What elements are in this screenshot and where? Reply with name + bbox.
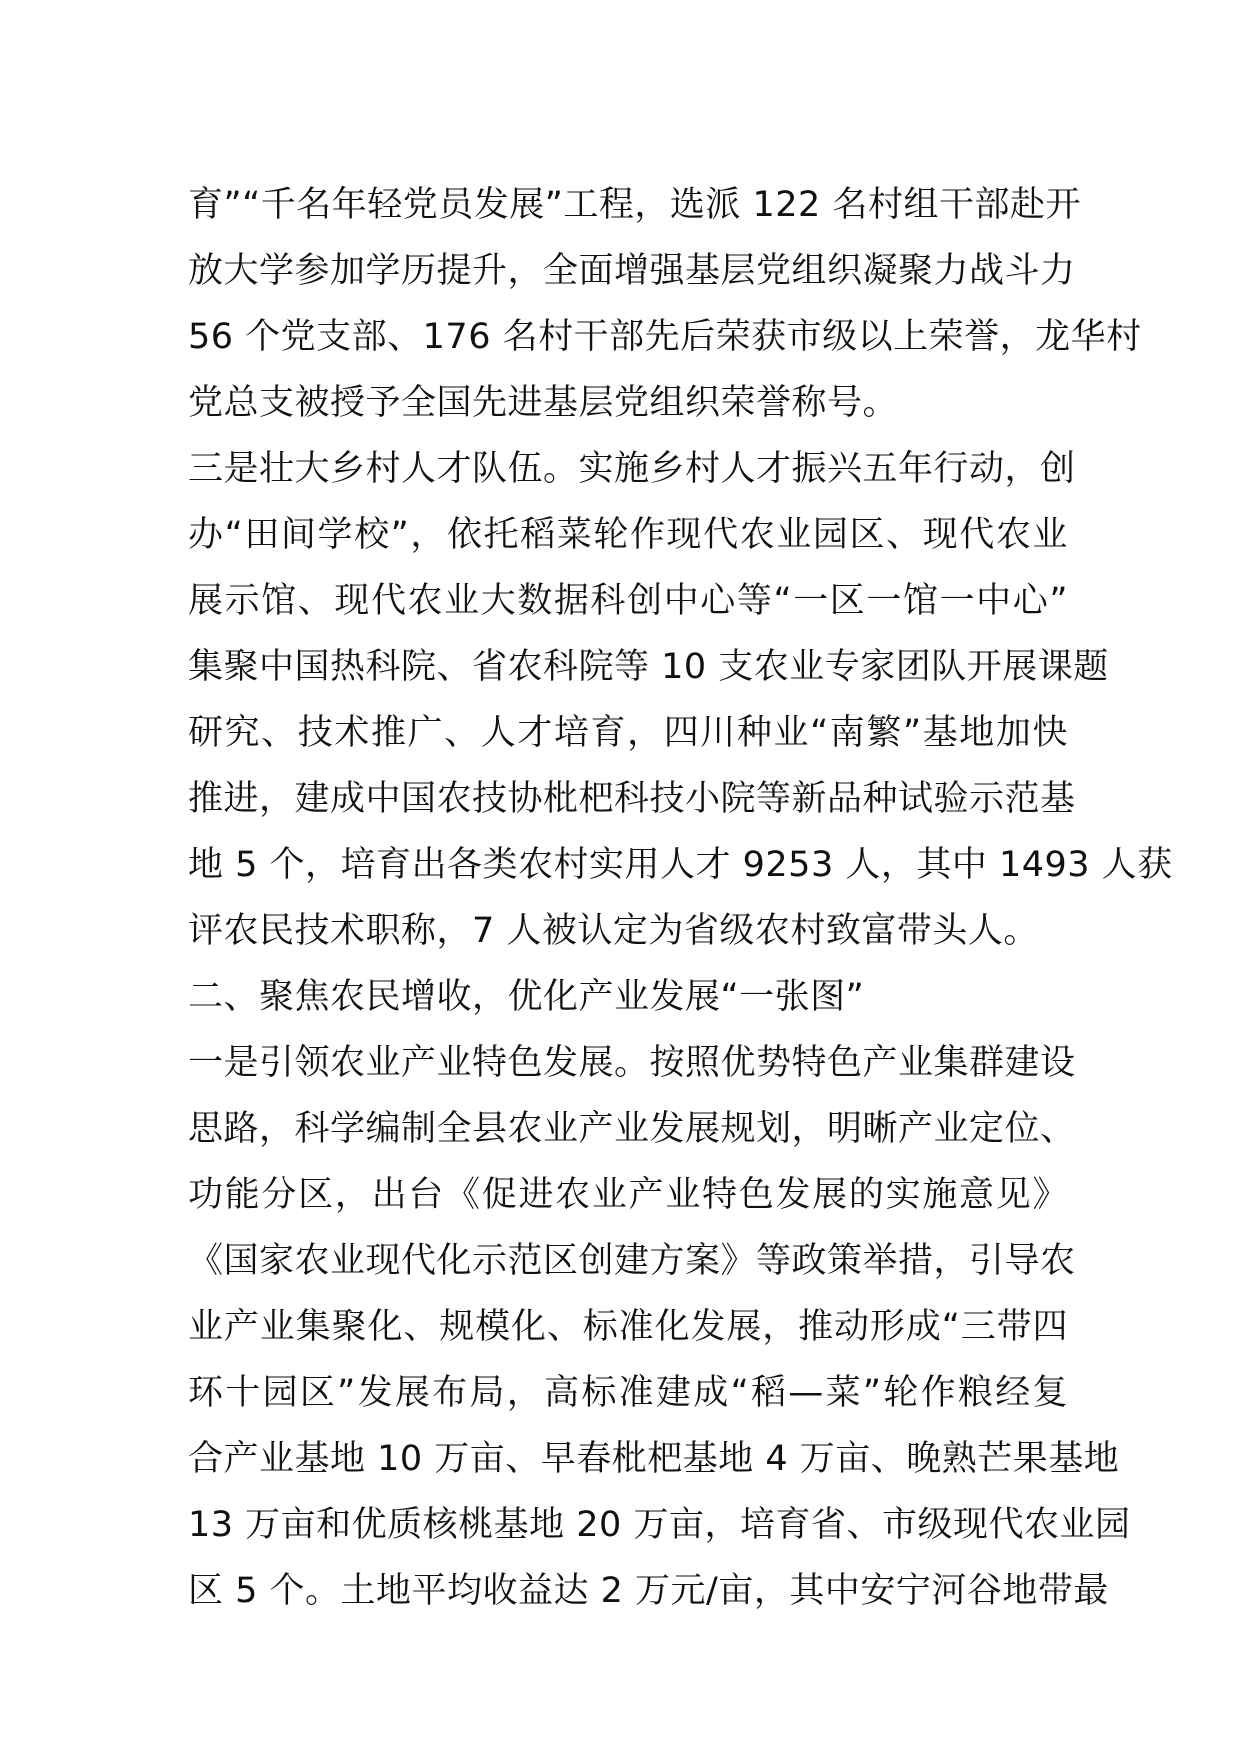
section-heading: 二、聚焦农民增收，优化产业发展“一张图” bbox=[188, 977, 865, 1017]
text-line: 56 个党支部、176 名村干部先后荣获市级以上荣誉，龙华村 bbox=[188, 317, 1142, 357]
text-line: 集聚中国热科院、省农科院等 10 支农业专家团队开展课题 bbox=[188, 647, 1109, 687]
text-line: 推进，建成中国农技协枇杷科技小院等新品种试验示范基 bbox=[188, 779, 1076, 819]
text-line: 13 万亩和优质核桃基地 20 万亩，培育省、市级现代农业园 bbox=[188, 1505, 1131, 1545]
text-line: 办“田间学校”，依托稻菜轮作现代农业园区、现代农业 bbox=[188, 515, 1068, 555]
text-line: 合产业基地 10 万亩、早春枇杷基地 4 万亩、晚熟芒果基地 bbox=[188, 1439, 1120, 1479]
text-line: 思路，科学编制全县农业产业发展规划，明晰产业定位、 bbox=[188, 1109, 1076, 1149]
body-text bbox=[188, 172, 1173, 1624]
paragraph-end-line: 党总支被授予全国先进基层党组织荣誉称号。 bbox=[188, 383, 899, 423]
text-line: 展示馆、现代农业大数据科创中心等“一区一馆一中心” bbox=[188, 581, 1068, 621]
text-line: 业产业集聚化、规模化、标准化发展，推动形成“三带四 bbox=[188, 1307, 1068, 1347]
text-line: 环十园区”发展布局，高标准建成“稻—菜”轮作粮经复 bbox=[188, 1373, 1068, 1413]
text-line: 功能分区，出台《促进农业产业特色发展的实施意见》 bbox=[188, 1175, 1068, 1215]
text-line: 一是引领农业产业特色发展。按照优势特色产业集群建设 bbox=[188, 1043, 1076, 1083]
paragraph-end-line: 评农民技术职称，7 人被认定为省级农村致富带头人。 bbox=[188, 911, 1039, 951]
text-line: 研究、技术推广、人才培育，四川种业“南繁”基地加快 bbox=[188, 713, 1068, 753]
text-line: 地 5 个，培育出各类农村实用人才 9253 人，其中 1493 人获 bbox=[188, 845, 1173, 885]
text-line: 育”“千名年轻党员发展”工程，选派 122 名村组干部赴开 bbox=[188, 185, 1081, 225]
text-line: 放大学参加学历提升，全面增强基层党组织凝聚力战斗力 bbox=[188, 251, 1076, 291]
text-line: 区 5 个。土地平均收益达 2 万元/亩，其中安宁河谷地带最 bbox=[188, 1571, 1109, 1611]
text-line: 《国家农业现代化示范区创建方案》等政策举措，引导农 bbox=[188, 1241, 1076, 1281]
text-line: 三是壮大乡村人才队伍。实施乡村人才振兴五年行动，创 bbox=[188, 449, 1076, 489]
